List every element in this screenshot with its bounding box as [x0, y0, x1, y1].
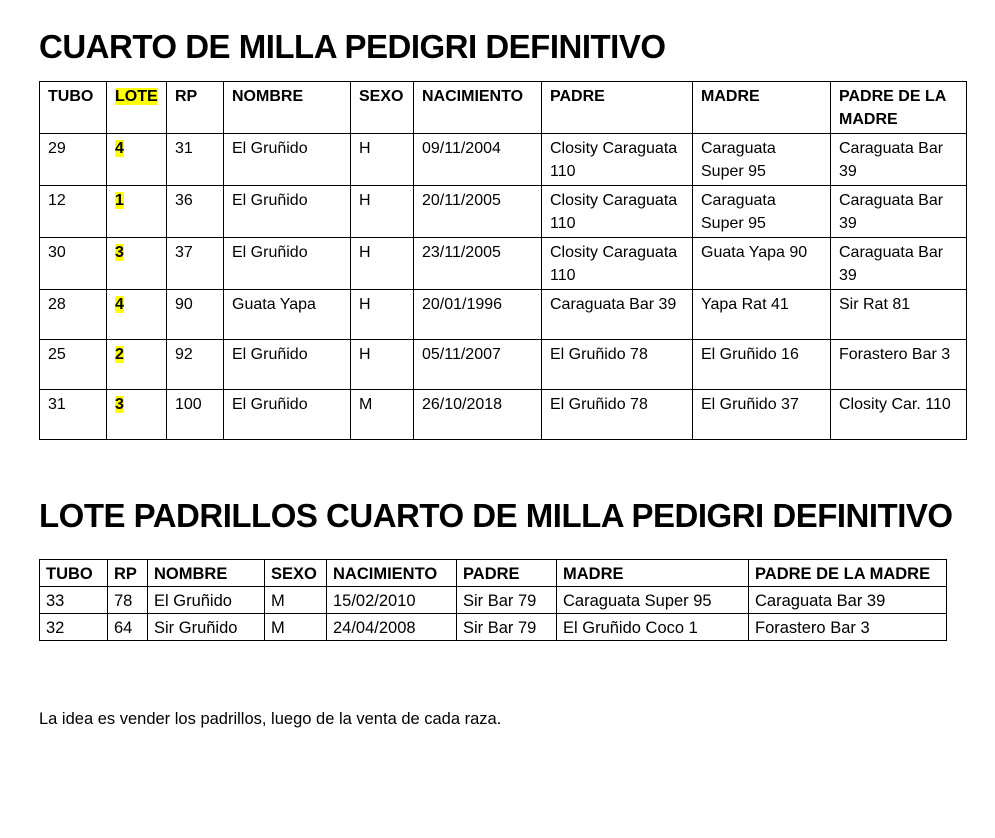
cell-nombre: El Gruñido — [224, 390, 351, 440]
col-header-nombre: NOMBRE — [224, 82, 351, 134]
cell-sexo: H — [351, 340, 414, 390]
col-header-lote — [107, 82, 167, 134]
cell-padre-de-la-madre: Closity Car. 110 — [831, 390, 967, 440]
table-row — [40, 587, 947, 614]
cell-padre: Closity Caraguata 110 — [542, 186, 693, 238]
cell-padre: Caraguata Bar 39 — [542, 290, 693, 340]
cell-tubo: 31 — [40, 390, 107, 440]
stallions-table — [39, 559, 947, 641]
cell-nacimiento: 24/04/2008 — [327, 614, 457, 641]
cell-rp: 64 — [108, 614, 148, 641]
cell-padre-de-la-madre: Sir Rat 81 — [831, 290, 967, 340]
footer-note: La idea es vender los padrillos, luego de la venta de cada raza. — [39, 710, 502, 728]
cell-tubo: 29 — [40, 134, 107, 186]
lote-value: 1 — [115, 192, 124, 209]
cell-lote — [107, 290, 167, 340]
cell-rp: 36 — [167, 186, 224, 238]
lote-value: 3 — [115, 244, 124, 261]
lote-value: 3 — [115, 396, 124, 413]
cell-padre-de-la-madre: Forastero Bar 3 — [749, 614, 947, 641]
col-header-madre: MADRE — [557, 560, 749, 587]
cell-nacimiento: 09/11/2004 — [414, 134, 542, 186]
cell-padre: Closity Caraguata 110 — [542, 134, 693, 186]
cell-padre-de-la-madre: Caraguata Bar 39 — [831, 134, 967, 186]
cell-lote — [107, 390, 167, 440]
cell-lote — [107, 134, 167, 186]
cell-madre: El Gruñido 37 — [693, 390, 831, 440]
cell-nacimiento: 05/11/2007 — [414, 340, 542, 390]
cell-nombre: El Gruñido — [224, 340, 351, 390]
cell-padre-de-la-madre: Forastero Bar 3 — [831, 340, 967, 390]
stallions-title: LOTE PADRILLOS CUARTO DE MILLA PEDIGRI DEFINITIVO — [39, 497, 953, 534]
cell-nombre: El Gruñido — [224, 186, 351, 238]
cell-nacimiento: 15/02/2010 — [327, 587, 457, 614]
table-row — [40, 340, 967, 390]
col-header-nacimiento: NACIMIENTO — [327, 560, 457, 587]
cell-tubo: 25 — [40, 340, 107, 390]
cell-lote — [107, 238, 167, 290]
cell-padre: El Gruñido 78 — [542, 340, 693, 390]
cell-sexo: H — [351, 186, 414, 238]
pedigree-table — [39, 81, 967, 440]
cell-madre: Caraguata Super 95 — [557, 587, 749, 614]
cell-madre: Caraguata Super 95 — [693, 186, 831, 238]
cell-rp: 100 — [167, 390, 224, 440]
cell-madre: Yapa Rat 41 — [693, 290, 831, 340]
cell-nombre: Guata Yapa — [224, 290, 351, 340]
col-header-padre: PADRE — [457, 560, 557, 587]
table-row — [40, 390, 967, 440]
cell-rp: 90 — [167, 290, 224, 340]
cell-lote — [107, 340, 167, 390]
cell-sexo: H — [351, 134, 414, 186]
cell-rp: 37 — [167, 238, 224, 290]
cell-rp: 92 — [167, 340, 224, 390]
cell-nacimiento: 26/10/2018 — [414, 390, 542, 440]
cell-padre-de-la-madre: Caraguata Bar 39 — [831, 186, 967, 238]
col-header-padre: PADRE — [542, 82, 693, 134]
lote-value: 2 — [115, 346, 124, 363]
table-row — [40, 614, 947, 641]
cell-madre: El Gruñido 16 — [693, 340, 831, 390]
cell-padre: El Gruñido 78 — [542, 390, 693, 440]
cell-padre-de-la-madre: Caraguata Bar 39 — [749, 587, 947, 614]
table-row — [40, 238, 967, 290]
cell-nacimiento: 23/11/2005 — [414, 238, 542, 290]
col-header-padre-de-la-madre: PADRE DE LA MADRE — [831, 82, 967, 134]
cell-padre: Closity Caraguata 110 — [542, 238, 693, 290]
col-header-padre-de-la-madre: PADRE DE LA MADRE — [749, 560, 947, 587]
table-header-row — [40, 560, 947, 587]
cell-tubo: 30 — [40, 238, 107, 290]
lote-value: 4 — [115, 140, 124, 157]
col-header-rp: RP — [108, 560, 148, 587]
cell-nombre: El Gruñido — [224, 134, 351, 186]
cell-rp: 31 — [167, 134, 224, 186]
lote-value: 4 — [115, 296, 124, 313]
col-header-tubo: TUBO — [40, 560, 108, 587]
cell-lote — [107, 186, 167, 238]
table-row — [40, 290, 967, 340]
col-header-sexo: SEXO — [351, 82, 414, 134]
cell-sexo: H — [351, 290, 414, 340]
cell-madre: Caraguata Super 95 — [693, 134, 831, 186]
cell-nacimiento: 20/01/1996 — [414, 290, 542, 340]
cell-tubo: 12 — [40, 186, 107, 238]
cell-sexo: H — [351, 238, 414, 290]
col-header-tubo: TUBO — [40, 82, 107, 134]
cell-sexo: M — [351, 390, 414, 440]
table-row — [40, 186, 967, 238]
cell-madre: Guata Yapa 90 — [693, 238, 831, 290]
cell-tubo: 33 — [40, 587, 108, 614]
col-header-nombre: NOMBRE — [148, 560, 265, 587]
cell-nacimiento: 20/11/2005 — [414, 186, 542, 238]
cell-padre: Sir Bar 79 — [457, 614, 557, 641]
col-header-rp: RP — [167, 82, 224, 134]
cell-padre: Sir Bar 79 — [457, 587, 557, 614]
col-header-madre: MADRE — [693, 82, 831, 134]
col-header-nacimiento: NACIMIENTO — [414, 82, 542, 134]
col-header-sexo: SEXO — [265, 560, 327, 587]
cell-tubo: 32 — [40, 614, 108, 641]
cell-sexo: M — [265, 614, 327, 641]
cell-nombre: El Gruñido — [148, 587, 265, 614]
cell-sexo: M — [265, 587, 327, 614]
cell-nombre: Sir Gruñido — [148, 614, 265, 641]
pedigree-title: CUARTO DE MILLA PEDIGRI DEFINITIVO — [39, 28, 666, 65]
cell-nombre: El Gruñido — [224, 238, 351, 290]
lote-header-highlight: LOTE — [115, 88, 158, 105]
cell-tubo: 28 — [40, 290, 107, 340]
cell-padre-de-la-madre: Caraguata Bar 39 — [831, 238, 967, 290]
table-header-row — [40, 82, 967, 134]
cell-madre: El Gruñido Coco 1 — [557, 614, 749, 641]
table-row — [40, 134, 967, 186]
cell-rp: 78 — [108, 587, 148, 614]
